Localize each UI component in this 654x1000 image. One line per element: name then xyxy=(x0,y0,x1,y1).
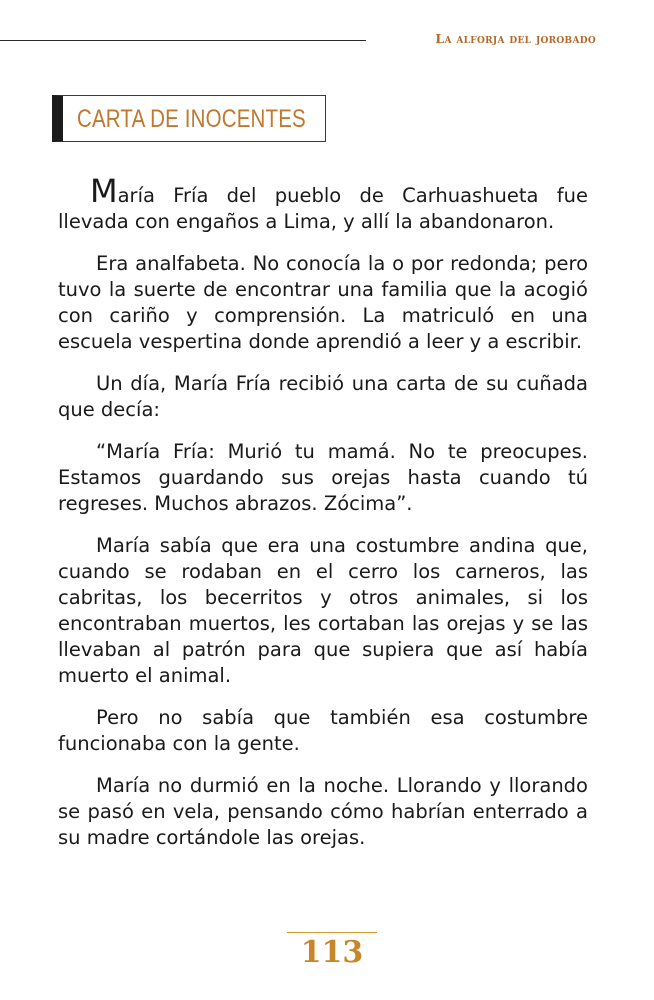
running-header-book-title: La alforja del jorobado xyxy=(435,31,596,46)
paragraph-2: Era analfabeta. No conocía la o por redonda; pero tuvo la suerte de encontrar una familia que la acogió con cariño y comprensión. La matriculó en una escuela vespertina donde aprendió a leer y a escribir. xyxy=(58,252,588,353)
paragraph-1 xyxy=(58,172,588,235)
paragraph-3: Un día, María Fría recibió una carta de su cuñada que decía: xyxy=(58,372,588,421)
header-rule xyxy=(0,40,366,41)
paragraph-7: María no durmió en la noche. Llorando y llorando se pasó en vela, pensando cómo habrían enterrado a su madre cortándole las orejas. xyxy=(58,774,588,849)
paragraph-4-letter: “María Fría: Murió tu mamá. No te preocupes. Estamos guardando sus orejas hasta cuando tú regreses. Muchos abrazos. Zócima”. xyxy=(58,440,588,515)
story-body xyxy=(58,172,588,851)
page-number-rule xyxy=(287,932,377,933)
section-title: CARTA DE INOCENTES xyxy=(77,105,306,133)
page-footer xyxy=(287,932,377,970)
page-number: 113 xyxy=(300,935,364,970)
paragraph-5: María sabía que era una costumbre andina que, cuando se rodaban en el cerro los carneros, las cabritas, los becerritos y otros animales, si los encontraban muertos, les cortaban las orejas y se las llevaban al patrón para que supiera que así había muerto el animal. xyxy=(58,534,588,687)
paragraph-1-text: aría Fría del pueblo de Carhuashueta fue llevada con engaños a Lima, y allí la abandonaron. xyxy=(58,184,588,233)
paragraph-6: Pero no sabía que también esa costumbre funcionaba con la gente. xyxy=(58,706,588,755)
drop-cap: M xyxy=(90,172,118,210)
section-title-box xyxy=(52,95,326,142)
